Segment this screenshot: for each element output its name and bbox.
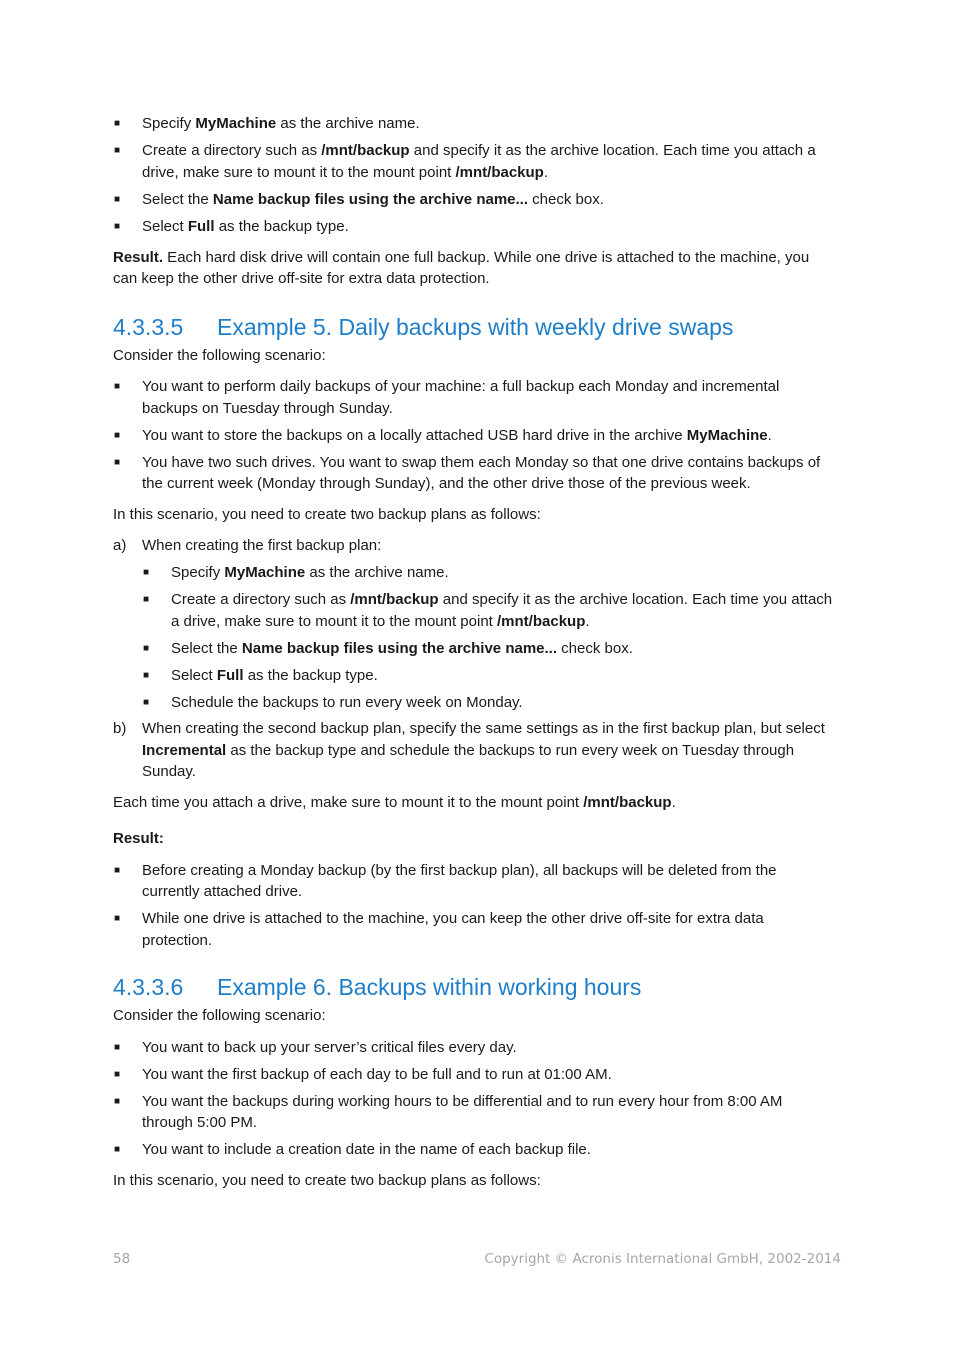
bullet-icon: ■ bbox=[114, 220, 121, 232]
list-item: ■ Schedule the backups to run every week on Monday. bbox=[113, 692, 837, 714]
bullet-icon: ■ bbox=[143, 642, 150, 654]
scenario-intro: Consider the following scenario: bbox=[113, 346, 326, 364]
plans-intro: In this scenario, you need to create two backup plans as follows: bbox=[113, 506, 541, 523]
bullet-icon: ■ bbox=[114, 429, 121, 441]
bullet-icon: ■ bbox=[114, 145, 121, 156]
list-item: ■ You want to store the backups on a locally attached USB hard drive in the archive MyMachine. bbox=[113, 425, 837, 447]
list-item: ■ Create a directory such as /mnt/backup and specify it as the archive location. Each time you attach a drive, make sure to mount it to the mount point /mnt/backup. bbox=[143, 591, 833, 630]
list-item: ■ You have two such drives. You want to swap them each Monday so that one drive contains backups of the current week (Monday through Sunday), and the other drive those of the previous week. bbox=[114, 453, 821, 492]
list-item: ■ You want to include a creation date in the name of each backup file. bbox=[113, 1139, 837, 1161]
bullet-icon: ■ bbox=[114, 864, 121, 876]
list-item: ■ You want to perform daily backups of your machine: a full backup each Monday and incremental backups on Tuesday through Sunday. bbox=[114, 378, 780, 417]
list-item: ■ Select the Name backup files using the archive name... check box. bbox=[113, 638, 837, 660]
bullet-icon: ■ bbox=[114, 1144, 121, 1155]
page-number: 58 bbox=[113, 1251, 131, 1267]
bullet-icon: ■ bbox=[114, 913, 121, 924]
list-item: ■ You want the backups during working hours to be differential and to run every hour from 8:00 AM through 5:00 PM. bbox=[114, 1092, 783, 1131]
bullet-icon: ■ bbox=[114, 193, 121, 205]
list-item: ■ You want to back up your server’s critical files every day. bbox=[113, 1037, 837, 1059]
bullet-icon: ■ bbox=[114, 456, 121, 468]
bullet-icon: ■ bbox=[114, 1095, 121, 1107]
result-label: Result: bbox=[113, 830, 164, 847]
list-item: ■ While one drive is attached to the machine, you can keep the other drive off-site for extra data protection. bbox=[114, 910, 764, 949]
plans-intro: In this scenario, you need to create two backup plans as follows: bbox=[113, 1172, 541, 1189]
list-item: ■ Select the Name backup files using the archive name... check box. bbox=[113, 189, 837, 211]
list-item: ■ Before creating a Monday backup (by the first backup plan), all backups will be deleted from the currently attached drive. bbox=[114, 861, 777, 900]
section-heading: 4.3.3.6 Example 6. Backups within working hours bbox=[113, 974, 642, 1000]
list-item: ■ Create a directory such as /mnt/backup and specify it as the archive location. Each time you attach a drive, make sure to mount it to the mount point /mnt/backup. bbox=[114, 142, 816, 181]
plan-b: b) When creating the second backup plan, specify the same settings as in the first backup plan, but select Incremental as the backup type and schedule the backups to run every week on Tuesday through Sunday. bbox=[113, 720, 825, 780]
bullet-icon: ■ bbox=[114, 1068, 121, 1080]
result-paragraph: Result. Each hard disk drive will contain one full backup. While one drive is attached to the machine, you can keep the other drive off-site for extra data protection. bbox=[113, 248, 810, 287]
bullet-icon: ■ bbox=[143, 669, 150, 681]
list-item: ■ Select Full as the backup type. bbox=[113, 665, 837, 687]
bullet-icon: ■ bbox=[114, 1041, 121, 1053]
bullet-icon: ■ bbox=[143, 594, 150, 605]
plan-a: a) When creating the first backup plan: bbox=[113, 537, 382, 554]
bullet-icon: ■ bbox=[114, 381, 121, 392]
section-heading: 4.3.3.5 Example 5. Daily backups with weekly drive swaps bbox=[113, 313, 734, 340]
list-item: ■ Specify MyMachine as the archive name. bbox=[113, 113, 837, 135]
list-item: ■ You want the first backup of each day to be full and to run at 01:00 AM. bbox=[113, 1064, 837, 1086]
mount-note: Each time you attach a drive, make sure to mount it to the mount point /mnt/backup. bbox=[113, 794, 676, 811]
page-content bbox=[113, 113, 837, 1192]
list-item: ■ Select Full as the backup type. bbox=[113, 216, 837, 238]
bullet-icon: ■ bbox=[143, 696, 150, 708]
bullet-icon: ■ bbox=[143, 567, 150, 578]
copyright: Copyright © Acronis International GmbH, 2002-2014 bbox=[484, 1251, 841, 1267]
scenario-intro: Consider the following scenario: bbox=[113, 1007, 326, 1024]
bullet-icon: ■ bbox=[114, 118, 121, 129]
list-item: ■ Specify MyMachine as the archive name. bbox=[113, 562, 837, 584]
